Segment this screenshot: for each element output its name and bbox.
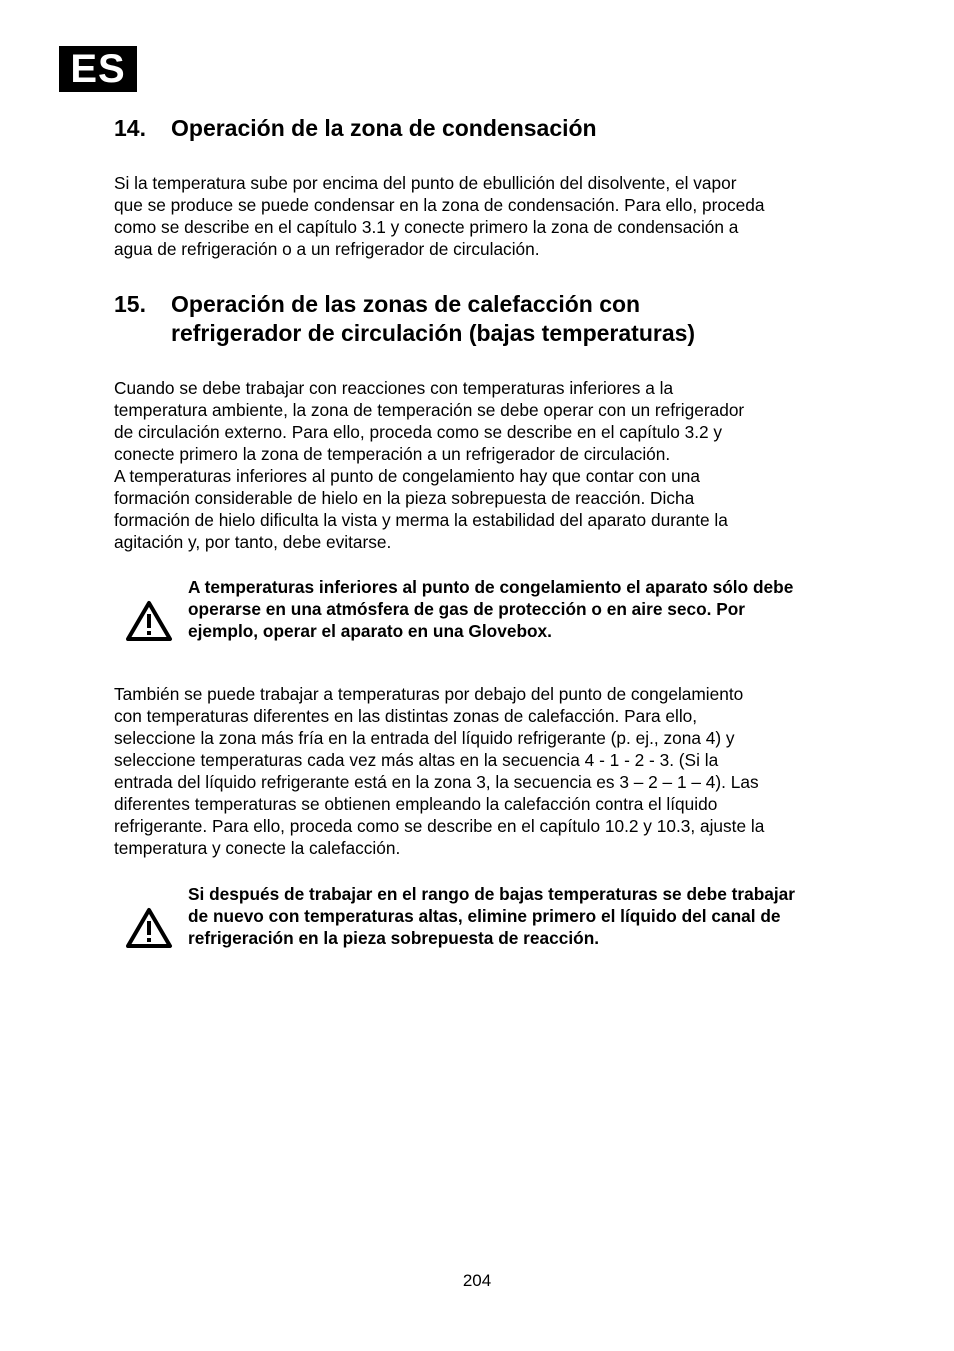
language-badge: ES [59,46,137,92]
text-line: temperatura ambiente, la zona de temperación se debe operar con un refrigerador [114,400,745,420]
text-line: temperatura y conecte la calefacción. [114,838,401,858]
text-line: de circulación externo. Para ello, proceda como se describe en el capítulo 3.2 y [114,422,723,442]
warning-note-2 [114,883,874,953]
text-line: que se produce se puede condensar en la zona de condensación. Para ello, proceda [114,195,765,215]
text-line: ejemplo, operar el aparato en una Glovebox. [188,621,552,641]
section-15-heading [114,290,874,348]
text-line: formación de hielo dificulta la vista y merma la estabilidad del aparato durante la [114,510,728,530]
warning-triangle-icon [125,907,173,949]
section-15-paragraph-1 [114,377,844,553]
section-number: 14. [114,115,146,141]
text-line: seleccione la zona más fría en la entrada del líquido refrigerante (p. ej., zona 4) y [114,728,735,748]
text-line: conecte primero la zona de temperación a un refrigerador de circulación. [114,444,671,464]
text-line: A temperaturas inferiores al punto de congelamiento hay que contar con una [114,466,701,486]
warning-text [188,883,878,949]
text-line: agitación y, por tanto, debe evitarse. [114,532,392,552]
section-14-paragraph [114,172,844,260]
text-line: formación considerable de hielo en la pieza sobrepuesta de reacción. Dicha [114,488,695,508]
text-line: diferentes temperaturas se obtienen empleando la calefacción contra el líquido [114,794,718,814]
section-14-heading [114,114,874,143]
text-line: seleccione temperaturas cada vez más altas en la secuencia 4 - 1 - 2 - 3. (Si la [114,750,719,770]
text-line: agua de refrigeración o a un refrigerador de circulación. [114,239,540,259]
title-line: Operación de las zonas de calefacción con [171,291,641,317]
text-line: operarse en una atmósfera de gas de protección o en aire seco. Por [188,599,746,619]
warning-triangle-icon [125,600,173,642]
page-number: 204 [462,1271,492,1290]
text-line: como se describe en el capítulo 3.1 y conecte primero la zona de condensación a [114,217,739,237]
section-title: Operación de la zona de condensación [171,115,597,141]
text-line: de nuevo con temperaturas altas, elimine primero el líquido del canal de [188,906,781,926]
text-line: También se puede trabajar a temperaturas por debajo del punto de congelamiento [114,684,744,704]
text-line: A temperaturas inferiores al punto de congelamiento el aparato sólo debe [188,577,794,597]
title-line: refrigerador de circulación (bajas temperaturas) [171,320,696,346]
text-line: entrada del líquido refrigerante está en la zona 3, la secuencia es 3 – 2 – 1 – 4). Las [114,772,759,792]
section-title [171,290,874,348]
text-line: refrigeración en la pieza sobrepuesta de reacción. [188,928,600,948]
section-15-paragraph-2 [114,683,844,859]
warning-text [188,576,878,642]
text-line: Cuando se debe trabajar con reacciones con temperaturas inferiores a la [114,378,674,398]
section-number: 15. [114,291,146,317]
text-line: con temperaturas diferentes en las distintas zonas de calefacción. Para ello, [114,706,698,726]
text-line: Si después de trabajar en el rango de bajas temperaturas se debe trabajar [188,884,796,904]
warning-note-1 [114,576,874,646]
text-line: Si la temperatura sube por encima del punto de ebullición del disolvente, el vapor [114,173,737,193]
text-line: refrigerante. Para ello, proceda como se describe en el capítulo 10.2 y 10.3, ajuste la [114,816,765,836]
